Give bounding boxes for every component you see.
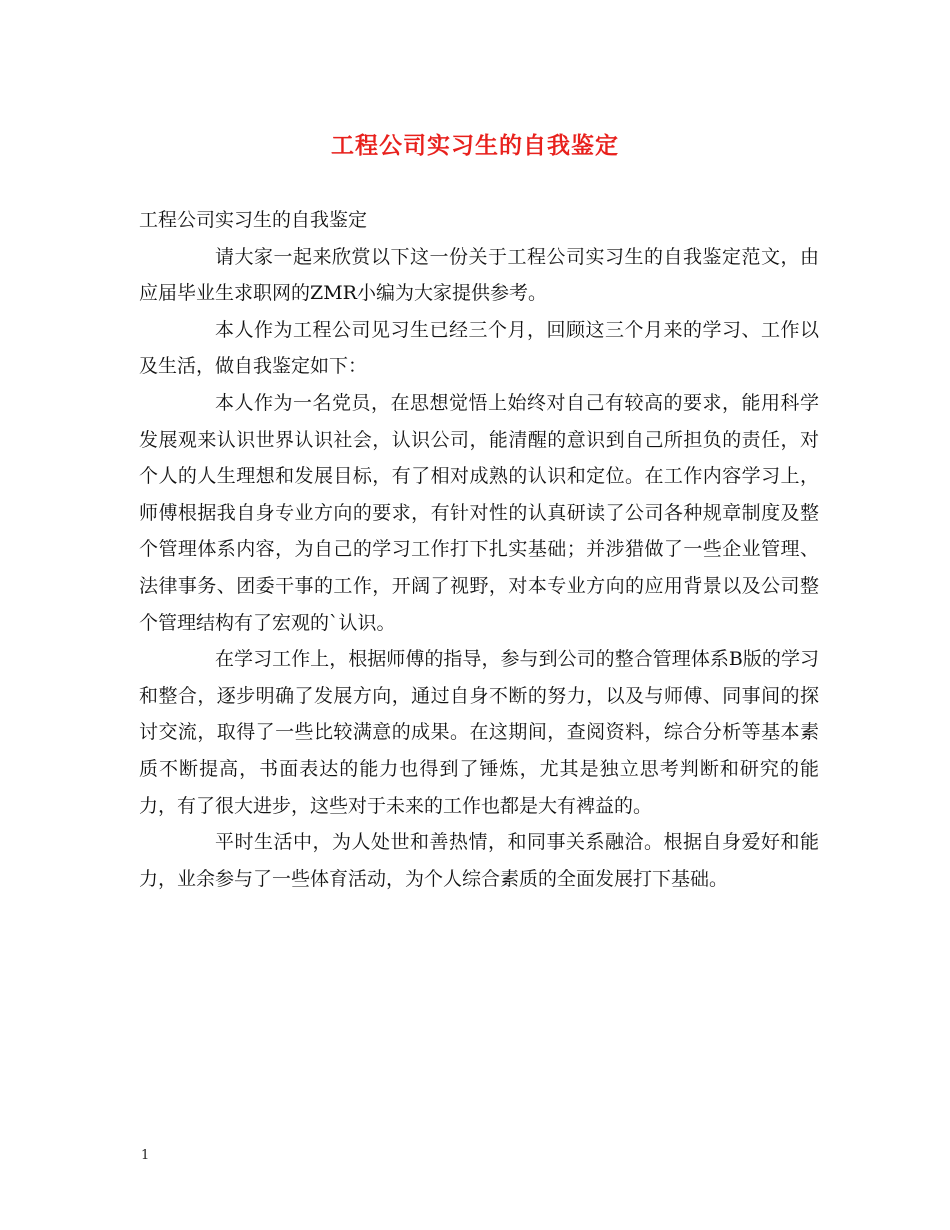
paragraph-overview: 本人作为工程公司见习生已经三个月，回顾这三个月来的学习、工作以及生活，做自我鉴定如下： bbox=[139, 318, 819, 378]
document-body bbox=[139, 202, 819, 897]
document-subtitle: 工程公司实习生的自我鉴定 bbox=[139, 209, 368, 231]
document-title: 工程公司实习生的自我鉴定 bbox=[331, 132, 619, 159]
paragraph-ideology: 本人作为一名党员，在思想觉悟上始终对自己有较高的要求，能用科学发展观来认识世界认识社会，认识公司，能清醒的意识到自己所担负的责任，对个人的人生理想和发展目标，有了相对成熟的认识和定位。在工作内容学习上，师傅根据我自身专业方向的要求，有针对性的认真研读了公司各种规章制度及整个管理体系内容，为自己的学习工作打下扎实基础；并涉猎做了一些企业管理、法律事务、团委干事的工作，开阔了视野，对本专业方向的应用背景以及公司整个管理结构有了宏观的`认识。 bbox=[139, 391, 819, 634]
paragraph-intro: 请大家一起来欣赏以下这一份关于工程公司实习生的自我鉴定范文，由应届毕业生求职网的ZMR小编为大家提供参考。 bbox=[139, 245, 819, 305]
paragraph-work-study: 在学习工作上，根据师傅的指导，参与到公司的整合管理体系B版的学习和整合，逐步明确了发展方向，通过自身不断的努力，以及与师傅、同事间的探讨交流，取得了一些比较满意的成果。在这期间，查阅资料，综合分析等基本素质不断提高，书面表达的能力也得到了锤炼，尤其是独立思考判断和研究的能力，有了很大进步，这些对于未来的工作也都是大有裨益的。 bbox=[139, 648, 819, 817]
paragraph-daily-life: 平时生活中，为人处世和善热情，和同事关系融洽。根据自身爱好和能力，业余参与了一些体育活动，为个人综合素质的全面发展打下基础。 bbox=[139, 831, 819, 890]
page-number: 1 bbox=[141, 1148, 150, 1163]
